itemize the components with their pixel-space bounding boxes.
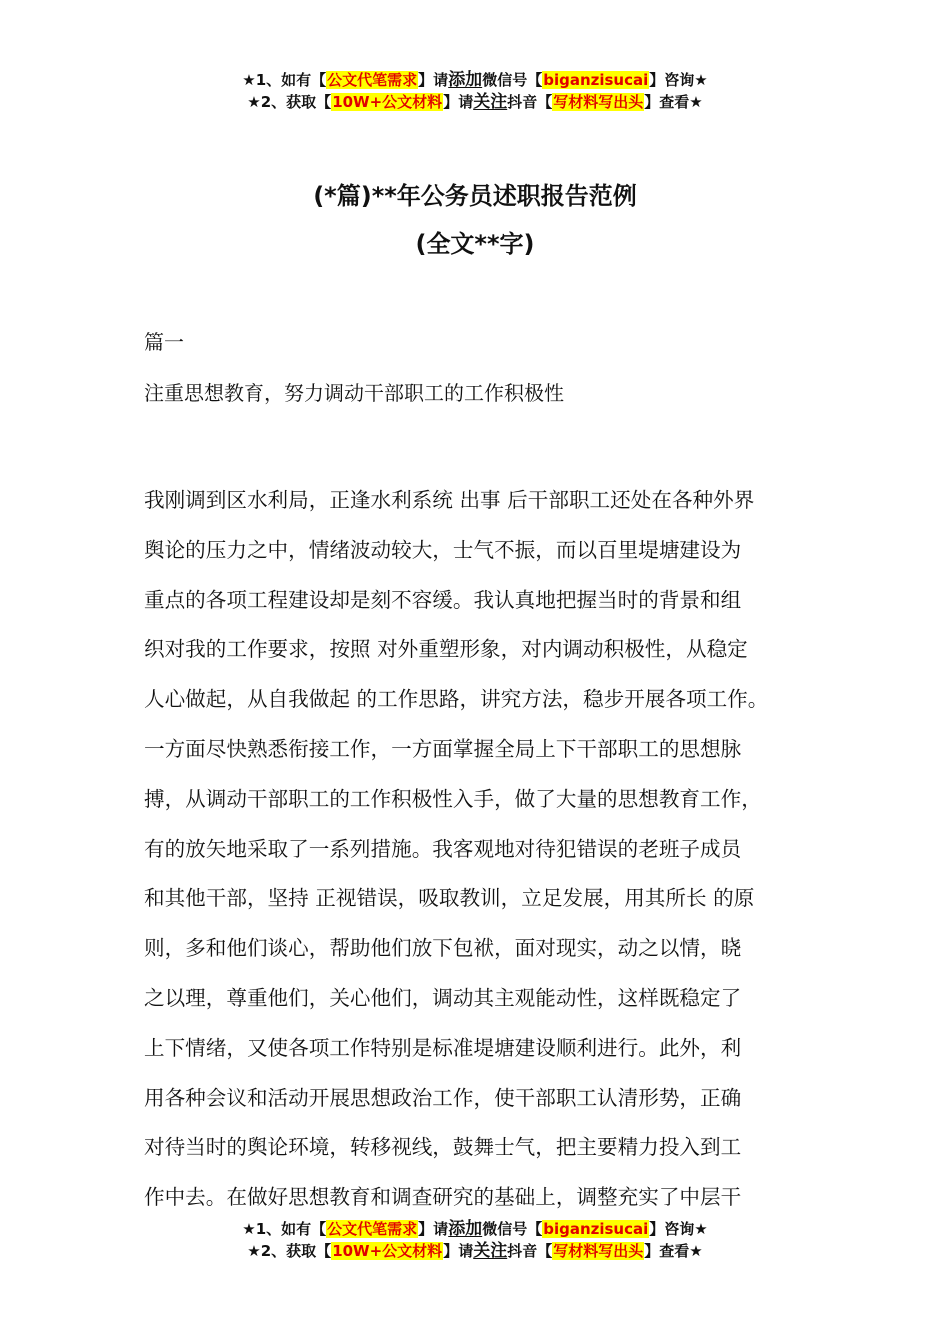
promo-line-1 [0,69,950,91]
promo-line-1 [0,1218,950,1240]
bottom-promo-banner [0,1218,950,1262]
body-line: 重点的各项工程建设却是刻不容缓。我认真地把握当时的背景和组 [144,587,742,612]
wechat-id-highlight: biganzisucai [543,71,649,89]
body-line: 上下情绪，又使各项工作特别是标准堤塘建设顺利进行。此外，利 [144,1035,742,1060]
body-line: 人心做起，从自我做起 的工作思路，讲究方法，稳步开展各项工作。 [144,687,769,712]
body-line: 搏，从调动干部职工的工作积极性入手，做了大量的思想教育工作， [144,786,762,811]
body-line: 之以理，尊重他们，关心他们，调动其主观能动性，这样既稳定了 [144,985,742,1010]
promo-text: 】请 [418,71,449,89]
promo-text: 抖音【 [507,93,553,111]
promo-text: 抖音【 [507,1242,553,1260]
body-line: 织对我的工作要求，按照 对外重塑形象，对内调动积极性，从稳定 [144,637,748,662]
promo-line-2 [0,91,950,113]
body-line: 作中去。在做好思想教育和调查研究的基础上，调整充实了中层干 [144,1185,742,1210]
promo-text: 】请 [418,1220,449,1238]
promo-text: 】咨询★ [649,1220,708,1238]
top-promo-banner [0,69,950,113]
promo-emphasis: 添加 [448,1219,483,1239]
promo-text: 微信号【 [482,71,543,89]
promo-text: 】请 [443,1242,474,1260]
promo-highlight: 10W+公文材料 [332,1242,443,1260]
douyin-id-highlight: 写材料写出头 [553,93,644,111]
document-title: (*篇)**年公务员述职报告范例 [313,182,637,210]
promo-emphasis: 关注 [473,92,508,112]
promo-text: 微信号【 [482,1220,543,1238]
body-line: 舆论的压力之中，情绪波动较大，士气不振，而以百里堤塘建设为 [144,537,742,562]
promo-emphasis: 关注 [473,1241,508,1261]
wechat-id-highlight: biganzisucai [543,1220,649,1238]
promo-line-2 [0,1240,950,1262]
promo-text: ★2、获取【 [247,93,332,111]
promo-text: 】查看★ [644,1242,703,1260]
body-paragraph [144,476,834,1223]
promo-text: 】查看★ [644,93,703,111]
section-label: 篇一 [144,330,184,354]
body-line: 一方面尽快熟悉衔接工作，一方面掌握全局上下干部职工的思想脉 [144,736,742,761]
promo-text: ★1、如有【 [242,71,327,89]
promo-highlight: 10W+公文材料 [332,93,443,111]
promo-text: 】请 [443,93,474,111]
document-subtitle: (全文**字) [415,230,535,258]
body-line: 我刚调到区水利局，正逢水利系统 出事 后干部职工还处在各种外界 [144,488,755,512]
promo-highlight: 公文代笔需求 [327,71,418,89]
body-line: 则，多和他们谈心，帮助他们放下包袱，面对现实，动之以情，晓 [144,936,742,961]
body-line: 和其他干部，坚持 正视错误，吸取教训，立足发展，用其所长 的原 [144,886,755,911]
section-heading: 注重思想教育，努力调动干部职工的工作积极性 [144,381,564,405]
promo-text: ★2、获取【 [247,1242,332,1260]
douyin-id-highlight: 写材料写出头 [553,1242,644,1260]
promo-highlight: 公文代笔需求 [327,1220,418,1238]
body-line: 用各种会议和活动开展思想政治工作，使干部职工认清形势，正确 [144,1085,742,1110]
body-line: 有的放矢地采取了一系列措施。我客观地对待犯错误的老班子成员 [144,836,742,861]
promo-text: ★1、如有【 [242,1220,327,1238]
promo-emphasis: 添加 [448,70,483,90]
body-line: 对待当时的舆论环境，转移视线，鼓舞士气，把主要精力投入到工 [144,1135,742,1160]
promo-text: 】咨询★ [649,71,708,89]
